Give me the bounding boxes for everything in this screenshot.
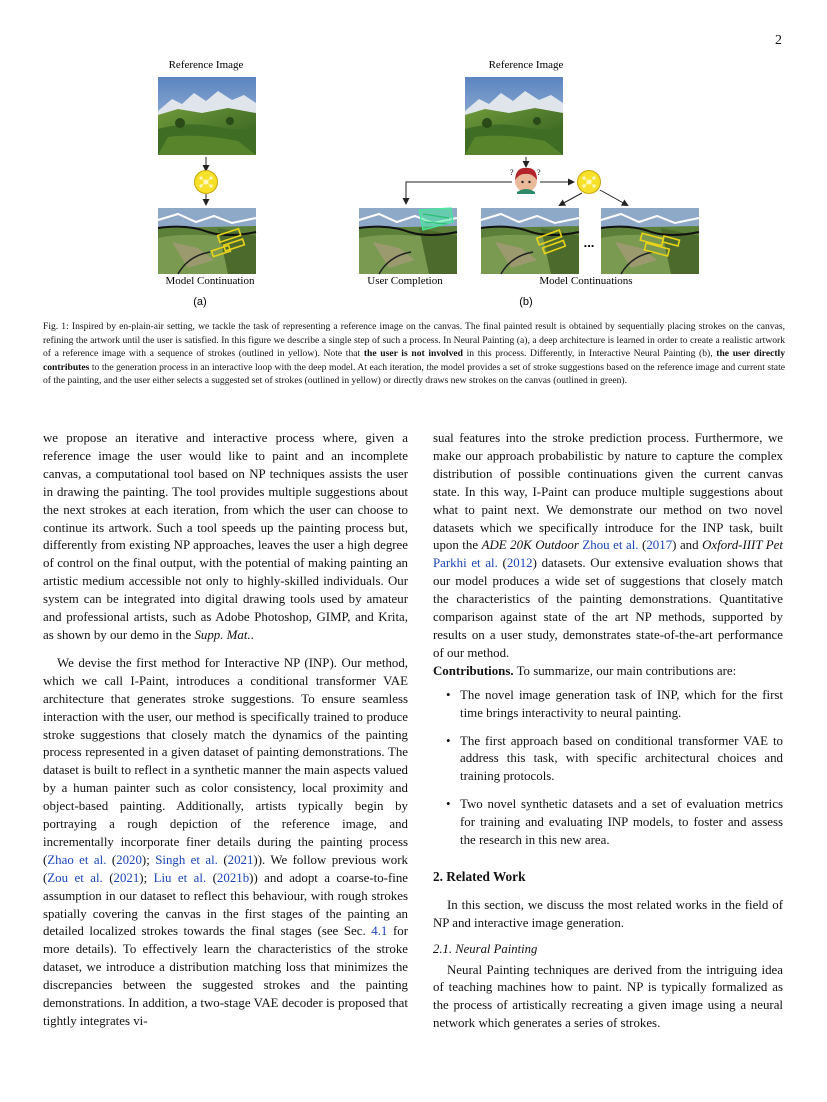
citation-link[interactable]: Zou et al.: [47, 870, 103, 885]
user-completion-label: User Completion: [367, 275, 443, 287]
list-item: • The novel image generation task of INP, which for the first time brings interactivity to neural painting.: [446, 687, 783, 720]
caption-text: Fig. 1: Inspired by en-plain-air setting, we tackle the task of representing a reference image on the canvas. The final painted result is obtained by sequentially placing strokes on the canvas, refining the artwork until the user is satisfied. In this figure we describe a single step of such a process. In Neural Painting (a), a deep architecture is learned in order to create a realistic artwork of a reference image with a sequence of strokes (outlined in yellow). Note that: [43, 321, 785, 359]
figure-caption: [43, 320, 785, 388]
caption-bold: the user directly contributes: [43, 348, 786, 373]
bullet-icon: •: [446, 733, 451, 748]
reference-image-b: [465, 77, 563, 155]
list-item: • The first approach based on conditional transformer VAE to address this task, with specific architectural choices and training protocols.: [446, 733, 783, 784]
list-item: • Two novel synthetic datasets and a set of evaluation metrics for training and evaluating INP models, to foster and assess the research in this new area.: [446, 797, 783, 848]
left-column: [43, 430, 408, 1031]
page-number: 2: [775, 33, 782, 48]
model-continuation-canvas-a: [158, 208, 256, 274]
figure-1: [0, 0, 827, 312]
svg-text:?: ?: [537, 168, 541, 177]
model-continuation-canvas-b2: [601, 208, 699, 274]
ref-label-a: Reference Image: [168, 59, 244, 71]
bullet-icon: •: [446, 687, 451, 702]
citation-year-link[interactable]: 2020: [116, 852, 142, 867]
citation-year-link[interactable]: 2021: [113, 870, 140, 885]
caption-text: to the generation process in an interactive loop with the deep model. At each iteration, the model provides a set of stroke suggestions based on the reference image and current state of the painting, and the user either selects a suggested set of strokes (outlined in yellow) or directly draws new strokes on the canvas (outlined in green).: [43, 361, 785, 386]
svg-text:?: ?: [510, 168, 514, 177]
model-continuations-label: Model Continuations: [539, 275, 633, 287]
right-column: [433, 430, 783, 1033]
dataset-name: ADE 20K Outdoor: [481, 538, 579, 553]
citation-year-link[interactable]: 2021: [227, 852, 254, 867]
model-node-icon-a: [195, 171, 218, 194]
citation-link[interactable]: Liu et al.: [153, 870, 207, 885]
supp-mat: Supp. Mat.: [194, 627, 251, 642]
section-ref-link[interactable]: 4.1: [371, 924, 388, 939]
model-node-icon-b: [578, 171, 601, 194]
ellipsis: ...: [583, 235, 595, 250]
panel-a-letter: (a): [193, 296, 207, 308]
citation-year-link[interactable]: 2021b: [216, 870, 250, 885]
citation-link[interactable]: Zhao et al.: [47, 852, 107, 867]
paragraph: Contributions. To summarize, our main contributions are:: [433, 663, 737, 678]
model-continuation-label-a: Model Continuation: [165, 275, 255, 287]
paragraph: In this section, we discuss the most related works in the field of NP and interactive image generation.: [433, 897, 783, 930]
bullet-icon: •: [446, 797, 451, 812]
model-continuation-canvas-b1: [481, 208, 579, 274]
citation-link[interactable]: Singh et al.: [155, 852, 218, 867]
caption-text: in this process. Differently, in Interactive Neural Painting (b),: [462, 348, 717, 359]
paragraph: We devise the first method for Interactive NP (INP). Our method, which we call I-Paint, introduces a conditional transformer VAE architecture that generates stroke suggestions. To ensure seamless interaction with the user, our method is specifically trained to produce stroke suggestions that closely match the dynamics of the painting process represented in a given dataset of painting demonstrations. The dataset is built to reflect in a synthetic manner the main aspects valued by a human painter such as color consistency, local proximity and object-based painting. Additionally, artists typically begin by portraying a rough depiction of the reference image, and incrementally incorporate finer details during the painting process (Zhao et al. (2020); Singh et al. (2021)). We follow previous work (Zou et al. (2021); Liu et al. (2021b)) and adopt a coarse-to-fine assumption in our dataset to reflect this behaviour, with rough strokes spatially covering the canvas in the first stages of the painting an detailed localized strokes towards the final stages (see Sec. 4.1 for more details). To effectively learn the characteristics of the stroke dataset, we introduce a distribution matching loss that minimizes the discrepancies between the suggested strokes and the painting demonstrations. In addition, a two-stage VAE decoder is proposed that tightly integrates vi-: [43, 655, 409, 1028]
citation-year-link[interactable]: 2012: [506, 556, 533, 571]
panel-b-letter: (b): [519, 296, 533, 308]
citation-year-link[interactable]: 2017: [646, 538, 673, 553]
reference-image-a: [158, 77, 256, 155]
contributions-label: Contributions.: [433, 663, 514, 678]
user-avatar-icon: [510, 168, 541, 194]
paragraph: sual features into the stroke prediction process. Furthermore, we make our approach probabilistic by nature to capture the complex distribution of possible continuations given the current canvas state. In this way, I-Paint can produce multiple suggestions about what to paint next. We demonstrate our method on two novel datasets which we specifically introduce for the INP task, built upon the ADE 20K Outdoor Zhou et al. (2017) and Oxford-IIIT Pet Parkhi et al. (2012) datasets. Our extensive evaluation shows that our model produces a wide set of suggestions that closely match the characteristics of the painting demonstrations. Quantitative comparison against state of the art NP methods, supported by results on a user study, demonstrates state-of-the-art performance of our method.: [433, 431, 784, 660]
paragraph: Neural Painting techniques are derived from the intriguing idea of teaching machines how to paint. NP is typically formalized as the process of artistically recreating a given image using a neural network which generates a series of strokes.: [433, 962, 783, 1031]
ref-label-b: Reference Image: [488, 59, 564, 71]
caption-bold: the user is not involved: [363, 348, 463, 359]
citation-link[interactable]: Zhou et al.: [582, 538, 639, 553]
section-heading: 2. Related Work: [433, 868, 526, 884]
citation-link[interactable]: Parkhi et al.: [433, 556, 498, 571]
subsection-heading: 2.1. Neural Painting: [433, 941, 538, 956]
contributions-list: [433, 687, 783, 850]
paragraph: we propose an iterative and interactive process where, given a reference image the user would like to paint and an incomplete canvas, a computational tool based on NP techniques assists the user in drawing the painting. The tool provides multiple suggestions about the next strokes at each iteration, from which the user can choose to continue its artwork. Such a tool speeds up the painting process but, differently from existing NP approaches, leaves the user a high degree of control on the final output, with the potential of making painting an artistic medium accessible not only to highly-skilled individuals. Our system can be integrated into digital drawing tools used by amateur and professional artists, such as Adobe Photoshop, GIMP, and Krita, as shown by our demo in the Supp. Mat..: [43, 431, 408, 642]
user-completion-canvas: [359, 208, 457, 274]
dataset-name: Oxford-IIIT Pet: [702, 538, 783, 553]
